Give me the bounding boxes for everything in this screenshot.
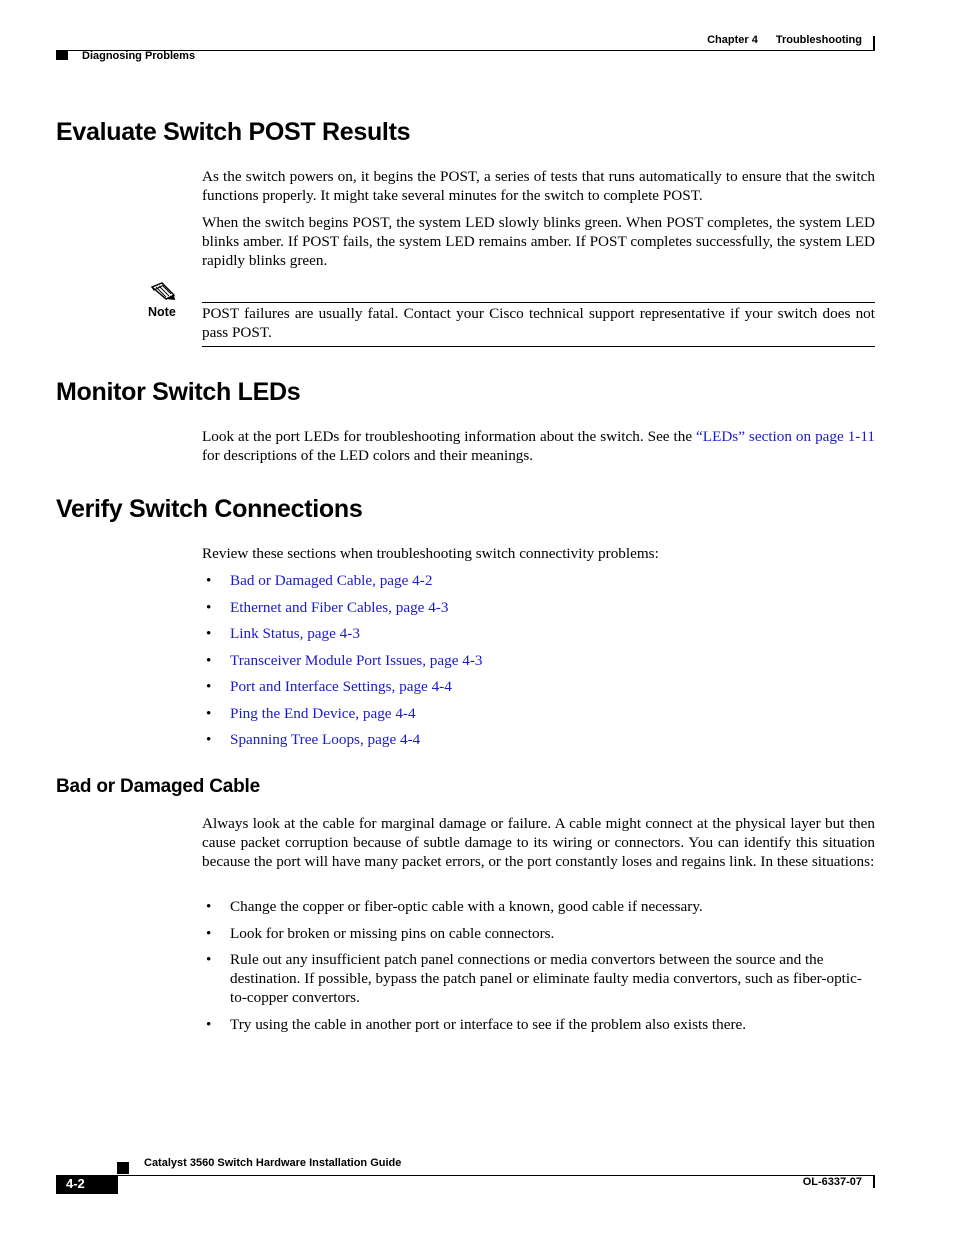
- header-marker-square: [56, 51, 68, 60]
- pencil-note-icon: [150, 281, 176, 303]
- leds-text-before: Look at the port LEDs for troubleshooting information about the switch. See the: [202, 428, 697, 445]
- bullet: •: [206, 704, 212, 722]
- page-number: 4-2: [66, 1176, 85, 1191]
- note-label: Note: [148, 305, 176, 319]
- chapter-title: Troubleshooting: [775, 34, 862, 46]
- chapter-number: Chapter 4: [707, 34, 758, 46]
- note-top-rule: [202, 302, 875, 303]
- list-item-text: Look for broken or missing pins on cable connectors.: [230, 924, 555, 942]
- list-item: [206, 571, 875, 590]
- leds-paragraph: [202, 427, 875, 465]
- bullet: •: [206, 1015, 212, 1033]
- footer-doc-number: OL-6337-07: [802, 1176, 862, 1188]
- footer-guide-title: Catalyst 3560 Switch Hardware Installation Guide: [144, 1157, 402, 1169]
- connections-link-list: [206, 571, 875, 749]
- bullet: •: [206, 951, 212, 968]
- bullet: •: [206, 598, 212, 616]
- bullet: •: [206, 651, 212, 669]
- footer-rule: [56, 1175, 875, 1176]
- bullet: •: [206, 898, 212, 915]
- list-item: [206, 704, 875, 723]
- running-header-section: Diagnosing Problems: [82, 50, 196, 62]
- link-port-interface-settings[interactable]: Port and Interface Settings, page 4-4: [230, 678, 452, 695]
- link-transceiver-module[interactable]: Transceiver Module Port Issues, page 4-3: [230, 651, 483, 669]
- bullet: •: [206, 678, 212, 695]
- link-link-status[interactable]: Link Status, page 4-3: [230, 625, 360, 642]
- list-item: [206, 598, 875, 617]
- bullet: •: [206, 924, 212, 942]
- bullet: •: [206, 572, 212, 589]
- note-bottom-rule: [202, 346, 875, 347]
- leds-text-after: for descriptions of the LED colors and their meanings.: [202, 447, 534, 464]
- header-tick-mark: [873, 36, 875, 50]
- list-item: [206, 677, 875, 696]
- connections-intro: Review these sections when troubleshooting switch connectivity problems:: [202, 545, 659, 562]
- list-item: [206, 924, 875, 943]
- list-item: [206, 950, 875, 1007]
- footer-marker-square: [117, 1162, 129, 1174]
- bullet: •: [206, 625, 212, 642]
- list-item: [206, 897, 875, 916]
- link-spanning-tree-loops[interactable]: Spanning Tree Loops, page 4-4: [230, 731, 421, 748]
- post-paragraph-2: When the switch begins POST, the system LED slowly blinks green. When POST completes, the system LED blinks amber. If POST fails, the system LED remains amber. If POST completes successfully, the system LED rapidly blinks green.: [202, 214, 875, 269]
- list-item: [206, 1015, 875, 1034]
- list-item-text: Try using the cable in another port or interface to see if the problem also exists there.: [230, 1015, 747, 1033]
- link-ping-end-device[interactable]: Ping the End Device, page 4-4: [230, 704, 416, 722]
- list-item: [206, 651, 875, 670]
- heading-verify-connections: Verify Switch Connections: [56, 495, 363, 523]
- cable-intro: Always look at the cable for marginal damage or failure. A cable might connect at the physical layer but then cause packet corruption because of subtle damage to its wiring or connectors. You can identify this situation because the port will have many packet errors, or the port constantly loses and regains link. In these situations:: [202, 815, 875, 870]
- cable-checklist: [206, 897, 875, 1034]
- bullet: •: [206, 731, 212, 748]
- note-text: POST failures are usually fatal. Contact your Cisco technical support representative if your switch does not pass POST.: [202, 305, 875, 341]
- list-item: [206, 730, 875, 749]
- running-header-chapter: [707, 34, 862, 46]
- list-item: [206, 624, 875, 643]
- leds-section-link[interactable]: “LEDs” section on page 1-11: [696, 428, 875, 445]
- footer-tick-mark: [873, 1175, 875, 1188]
- list-item-text: Change the copper or fiber-optic cable with a known, good cable if necessary.: [230, 898, 703, 915]
- post-paragraph-1: As the switch powers on, it begins the POST, a series of tests that runs automatically to ensure that the switch functions properly. It might take several minutes for the switch to complete POST.: [202, 168, 875, 204]
- link-bad-damaged-cable[interactable]: Bad or Damaged Cable, page 4-2: [230, 572, 433, 589]
- heading-bad-damaged-cable: Bad or Damaged Cable: [56, 776, 260, 797]
- heading-monitor-leds: Monitor Switch LEDs: [56, 378, 301, 406]
- heading-evaluate-post: Evaluate Switch POST Results: [56, 118, 411, 146]
- link-ethernet-fiber-cables[interactable]: Ethernet and Fiber Cables, page 4-3: [230, 598, 449, 616]
- list-item-text: Rule out any insufficient patch panel connections or media convertors between the source and the destination. If possible, bypass the patch panel or eliminate faulty media convertors, such as fiber-optic-to-copper convertors.: [230, 951, 862, 1006]
